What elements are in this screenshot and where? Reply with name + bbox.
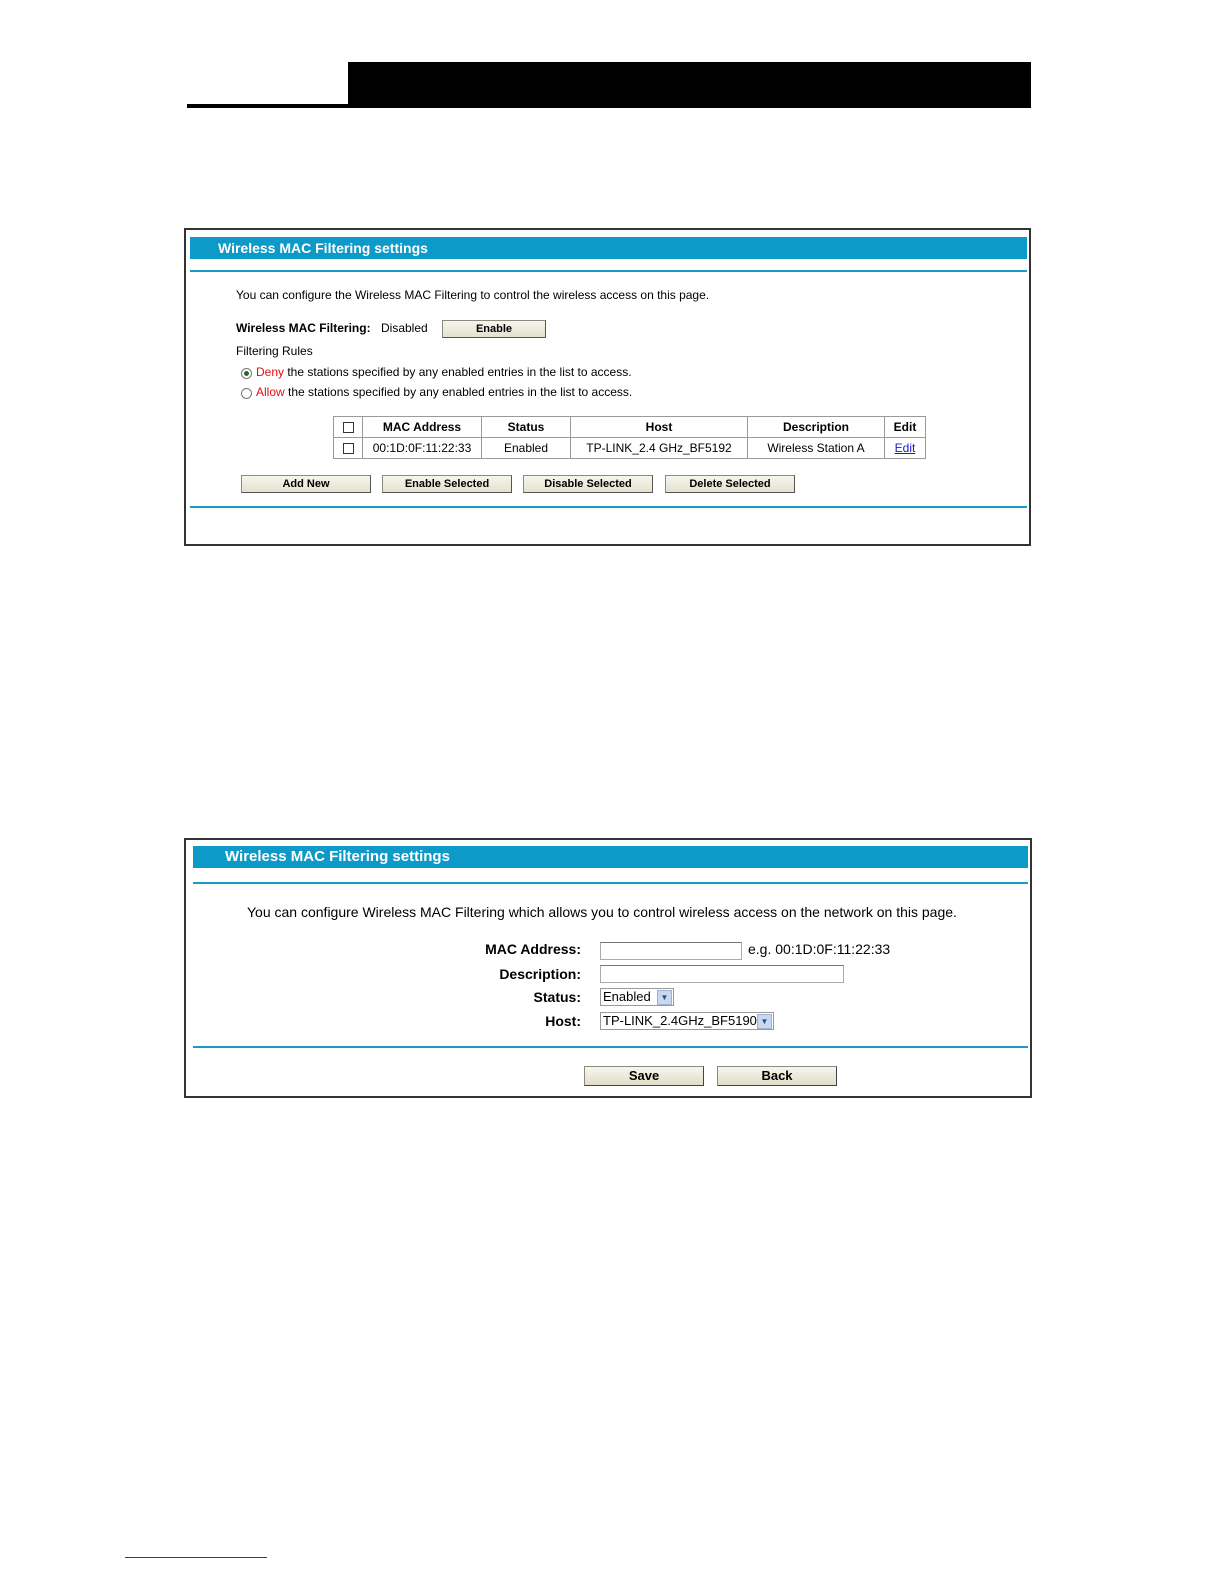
row-edit-cell bbox=[885, 438, 926, 459]
allow-description: the stations specified by any enabled entries in the list to access. bbox=[284, 385, 633, 399]
deny-description: the stations specified by any enabled entries in the list to access. bbox=[284, 365, 632, 379]
panel-title: Wireless MAC Filtering settings bbox=[190, 237, 1027, 259]
host-select[interactable] bbox=[600, 1012, 774, 1030]
divider bbox=[190, 506, 1027, 508]
select-all-checkbox[interactable] bbox=[343, 422, 354, 433]
divider bbox=[193, 1046, 1028, 1048]
row-mac: 00:1D:0F:11:22:33 bbox=[363, 438, 482, 459]
divider bbox=[193, 882, 1028, 884]
intro-text: You can configure Wireless MAC Filtering which allows you to control wireless access on the network on this page. bbox=[247, 904, 957, 920]
footer-link-underline bbox=[125, 1557, 267, 1558]
delete-selected-button[interactable]: Delete Selected bbox=[665, 475, 795, 493]
mac-filtering-list-panel bbox=[184, 228, 1031, 546]
enable-selected-button[interactable]: Enable Selected bbox=[382, 475, 512, 493]
row-select-cell bbox=[334, 438, 363, 459]
row-host: TP-LINK_2.4 GHz_BF5192 bbox=[571, 438, 748, 459]
deny-keyword: Deny bbox=[256, 365, 285, 379]
host-label: Host: bbox=[545, 1013, 581, 1029]
header-host: Host bbox=[571, 417, 748, 438]
disable-selected-button[interactable]: Disable Selected bbox=[523, 475, 653, 493]
page-header-line bbox=[187, 104, 348, 108]
status-select[interactable] bbox=[600, 988, 674, 1006]
enable-button[interactable]: Enable bbox=[442, 320, 546, 338]
chevron-down-icon[interactable]: ▼ bbox=[757, 1014, 772, 1029]
host-select-value: TP-LINK_2.4GHz_BF5190 bbox=[603, 1013, 757, 1028]
add-new-button[interactable]: Add New bbox=[241, 475, 371, 493]
status-label: Status: bbox=[533, 989, 581, 1005]
mac-address-label: MAC Address: bbox=[485, 941, 581, 957]
allow-rule-text bbox=[256, 385, 632, 399]
save-button[interactable]: Save bbox=[584, 1066, 704, 1086]
mac-address-input[interactable] bbox=[600, 942, 742, 960]
header-edit: Edit bbox=[885, 417, 926, 438]
header-status: Status bbox=[482, 417, 571, 438]
row-status: Enabled bbox=[482, 438, 571, 459]
deny-radio[interactable] bbox=[241, 368, 252, 379]
description-input[interactable] bbox=[600, 965, 844, 983]
header-description: Description bbox=[748, 417, 885, 438]
mac-filtering-form-panel bbox=[184, 838, 1032, 1098]
table-header-row bbox=[334, 417, 926, 438]
chevron-down-icon[interactable]: ▼ bbox=[657, 990, 672, 1005]
filtering-status: Disabled bbox=[381, 321, 428, 335]
allow-radio[interactable] bbox=[241, 388, 252, 399]
filtering-rules-label: Filtering Rules bbox=[236, 344, 313, 358]
divider bbox=[190, 270, 1027, 272]
status-select-value: Enabled bbox=[603, 989, 651, 1004]
description-label: Description: bbox=[499, 966, 581, 982]
back-button[interactable]: Back bbox=[717, 1066, 837, 1086]
select-all-cell bbox=[334, 417, 363, 438]
page-header-bar bbox=[348, 62, 1031, 108]
deny-rule-text bbox=[256, 365, 632, 379]
panel-title: Wireless MAC Filtering settings bbox=[193, 846, 1028, 868]
header-mac-address: MAC Address bbox=[363, 417, 482, 438]
mac-address-hint: e.g. 00:1D:0F:11:22:33 bbox=[748, 941, 891, 957]
allow-keyword: Allow bbox=[256, 385, 285, 399]
row-checkbox[interactable] bbox=[343, 443, 354, 454]
row-description: Wireless Station A bbox=[748, 438, 885, 459]
intro-text: You can configure the Wireless MAC Filtering to control the wireless access on this page. bbox=[236, 288, 710, 302]
edit-link[interactable]: Edit bbox=[894, 441, 916, 455]
table-row bbox=[334, 438, 926, 459]
filtering-label: Wireless MAC Filtering: bbox=[236, 321, 371, 335]
mac-rules-table bbox=[333, 416, 926, 459]
